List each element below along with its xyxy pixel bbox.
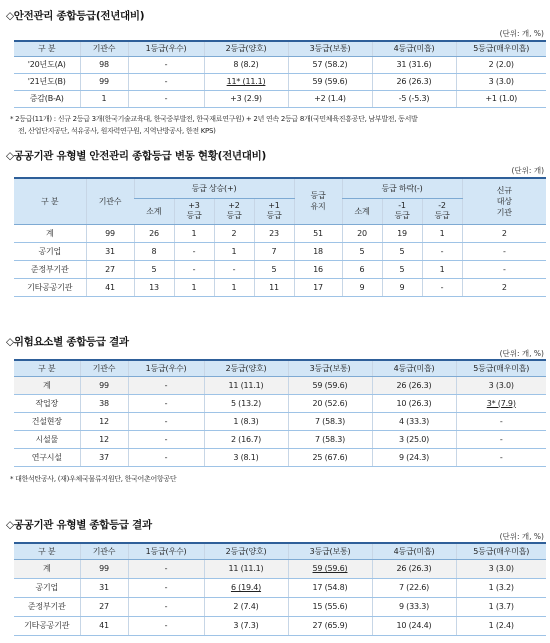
cell: 2 xyxy=(462,278,546,296)
col-header: 3등급(보통) xyxy=(288,543,372,559)
cell: 3 (7.3) xyxy=(204,616,288,635)
cell: '21년도(B) xyxy=(14,73,80,90)
footnote-line-1: * 2등급(11개) : 신규 2등급 3개(한국기술교육대, 한국중부발전, 한국재료연구원) + 2년 연속 2등급 8개(국민체육진흥공단, 남부발전, 동서발 xyxy=(10,115,418,123)
cell: '20년도(A) xyxy=(14,56,80,73)
cell: 3 (8.1) xyxy=(204,448,288,466)
cell: 41 xyxy=(80,616,128,635)
cell: 59 (59.6) xyxy=(288,376,372,394)
cell: 1 xyxy=(174,278,214,296)
cell: 26 (26.3) xyxy=(372,559,456,578)
cell: 공기업 xyxy=(14,578,80,597)
cell: 1 xyxy=(214,278,254,296)
cell: 9 xyxy=(382,278,422,296)
cell: 11 (11.1) xyxy=(204,376,288,394)
col-header: 4등급(미흡) xyxy=(372,41,456,56)
col-header: 5등급(매우미흡) xyxy=(456,360,546,376)
cell: 12 xyxy=(80,412,128,430)
cell: - xyxy=(128,73,204,90)
table-row-total xyxy=(14,559,546,578)
table-header-row xyxy=(14,178,546,198)
cell: - xyxy=(462,242,546,260)
cell: 10 (26.3) xyxy=(372,394,456,412)
cell: 17 xyxy=(294,278,342,296)
cell: 9 (24.3) xyxy=(372,448,456,466)
cell: 26 (26.3) xyxy=(372,73,456,90)
cell: 31 xyxy=(86,242,134,260)
cell: 12 xyxy=(80,430,128,448)
cell: 20 xyxy=(342,224,382,242)
cell: - xyxy=(128,578,204,597)
col-header: 기관수 xyxy=(86,178,134,224)
cell: 59 (59.6) xyxy=(288,559,372,578)
table-row xyxy=(14,616,546,635)
col-header: 4등급(미흡) xyxy=(372,543,456,559)
cell: 준정부기관 xyxy=(14,260,86,278)
cell: - xyxy=(128,90,204,107)
unit-label: (단위: 개, %) xyxy=(499,349,544,358)
cell: 작업장 xyxy=(14,394,80,412)
cell: 3 (3.0) xyxy=(456,559,546,578)
col-header: 구 분 xyxy=(14,543,80,559)
cell: - xyxy=(456,412,546,430)
section-title: ◇안전관리 종합등급(전년대비) xyxy=(6,10,145,22)
cell: 1 (3.7) xyxy=(456,597,546,616)
cell: 98 xyxy=(80,56,128,73)
cell: 5 (13.2) xyxy=(204,394,288,412)
unit-label: (단위: 개, %) xyxy=(499,532,544,541)
col-header: 신규 대상 기관 xyxy=(462,178,546,224)
table-header-row xyxy=(14,41,546,56)
table-row xyxy=(14,394,546,412)
table-header-row xyxy=(14,360,546,376)
col-header: 3등급(보통) xyxy=(288,41,372,56)
cell: +3 (2.9) xyxy=(204,90,288,107)
cell: - xyxy=(174,260,214,278)
cell: 11 (11.1) xyxy=(204,559,288,578)
col-header: 1등급(우수) xyxy=(128,41,204,56)
cell: 1 (3.2) xyxy=(456,578,546,597)
table-row xyxy=(14,448,546,466)
cell: 7 (22.6) xyxy=(372,578,456,597)
cell: -5 (-5.3) xyxy=(372,90,456,107)
cell: 기타공공기관 xyxy=(14,278,86,296)
table-row xyxy=(14,430,546,448)
cell: 99 xyxy=(86,224,134,242)
risk-factor-table xyxy=(14,359,546,467)
cell: 5 xyxy=(134,260,174,278)
cell: 3 (25.0) xyxy=(372,430,456,448)
col-header: 기관수 xyxy=(80,41,128,56)
cell: 99 xyxy=(80,559,128,578)
cell: 27 xyxy=(86,260,134,278)
col-header: 소계 xyxy=(342,198,382,224)
cell: 건설현장 xyxy=(14,412,80,430)
cell: 2 xyxy=(214,224,254,242)
cell: 3 (3.0) xyxy=(456,73,546,90)
cell: 1 xyxy=(422,224,462,242)
table-row xyxy=(14,73,546,90)
col-header: 구 분 xyxy=(14,360,80,376)
table-row xyxy=(14,412,546,430)
col-header: +1 등급 xyxy=(254,198,294,224)
cell: 준정부기관 xyxy=(14,597,80,616)
cell: 37 xyxy=(80,448,128,466)
cell: - xyxy=(128,56,204,73)
cell: 2 (7.4) xyxy=(204,597,288,616)
cell: 10 (24.4) xyxy=(372,616,456,635)
cell: 시설물 xyxy=(14,430,80,448)
cell: - xyxy=(214,260,254,278)
section-title: ◇위험요소별 종합등급 결과 xyxy=(6,336,129,348)
org-type-table xyxy=(14,542,546,636)
table-row xyxy=(14,224,546,242)
table-row xyxy=(14,90,546,107)
cell: - xyxy=(128,597,204,616)
cell: 1 xyxy=(214,242,254,260)
table-row xyxy=(14,278,546,296)
col-header: 기관수 xyxy=(80,360,128,376)
col-header: 소계 xyxy=(134,198,174,224)
cell: 연구시설 xyxy=(14,448,80,466)
cell: 2 (2.0) xyxy=(456,56,546,73)
table-row xyxy=(14,578,546,597)
col-header: 3등급(보통) xyxy=(288,360,372,376)
footnote-line-2: 전, 산업단지공단, 석유공사, 원자력연구원, 지역난방공사, 한전 KPS) xyxy=(18,127,216,135)
table-row xyxy=(14,56,546,73)
col-header-group: 등급 상승(+) xyxy=(134,178,294,198)
cell: - xyxy=(462,260,546,278)
table-row xyxy=(14,260,546,278)
cell: 20 (52.6) xyxy=(288,394,372,412)
cell: 27 xyxy=(80,597,128,616)
cell: - xyxy=(422,242,462,260)
cell: 26 xyxy=(134,224,174,242)
cell: - xyxy=(128,430,204,448)
cell: 공기업 xyxy=(14,242,86,260)
cell: 13 xyxy=(134,278,174,296)
cell: 26 (26.3) xyxy=(372,376,456,394)
col-header: +3 등급 xyxy=(174,198,214,224)
cell: 기타공공기관 xyxy=(14,616,80,635)
table-row xyxy=(14,242,546,260)
cell: 계 xyxy=(14,376,80,394)
cell: 51 xyxy=(294,224,342,242)
cell: 계 xyxy=(14,559,80,578)
table-row xyxy=(14,597,546,616)
cell: 18 xyxy=(294,242,342,260)
cell: 1 xyxy=(422,260,462,278)
cell: 17 (54.8) xyxy=(288,578,372,597)
cell: 6 xyxy=(342,260,382,278)
col-header: 2등급(양호) xyxy=(204,543,288,559)
col-header: 5등급(매우미흡) xyxy=(456,543,546,559)
col-header: 구 분 xyxy=(14,41,80,56)
cell: - xyxy=(422,278,462,296)
col-header: -1 등급 xyxy=(382,198,422,224)
unit-label: (단위: 개) xyxy=(511,166,544,175)
cell: 1 (8.3) xyxy=(204,412,288,430)
col-header: 1등급(우수) xyxy=(128,543,204,559)
col-header: 4등급(미흡) xyxy=(372,360,456,376)
cell: 7 (58.3) xyxy=(288,412,372,430)
cell: 2 (16.7) xyxy=(204,430,288,448)
cell: 16 xyxy=(294,260,342,278)
unit-label: (단위: 개, %) xyxy=(499,29,544,38)
cell: 19 xyxy=(382,224,422,242)
cell: 1 xyxy=(80,90,128,107)
cell: - xyxy=(456,448,546,466)
cell: 25 (67.6) xyxy=(288,448,372,466)
cell: 증감(B-A) xyxy=(14,90,80,107)
cell: 7 xyxy=(254,242,294,260)
grade-yoy-table xyxy=(14,40,546,108)
cell: 23 xyxy=(254,224,294,242)
cell: 11 xyxy=(254,278,294,296)
footnote: * 대한석탄공사, (재)우체국물류지원단, 한국어촌어항공단 xyxy=(10,475,177,483)
col-header: 구 분 xyxy=(14,178,86,224)
table-header-row xyxy=(14,543,546,559)
cell: 3* (7.9) xyxy=(456,394,546,412)
cell: 15 (55.6) xyxy=(288,597,372,616)
col-header: 5등급(매우미흡) xyxy=(456,41,546,56)
cell: 5 xyxy=(382,242,422,260)
cell: 5 xyxy=(254,260,294,278)
cell: - xyxy=(456,430,546,448)
cell: 7 (58.3) xyxy=(288,430,372,448)
cell: 57 (58.2) xyxy=(288,56,372,73)
cell: 41 xyxy=(86,278,134,296)
cell: 99 xyxy=(80,376,128,394)
table-row-total xyxy=(14,376,546,394)
col-header: 2등급(양호) xyxy=(204,41,288,56)
cell: 4 (33.3) xyxy=(372,412,456,430)
cell: 31 xyxy=(80,578,128,597)
cell: 3 (3.0) xyxy=(456,376,546,394)
cell: - xyxy=(128,376,204,394)
col-header: 기관수 xyxy=(80,543,128,559)
col-header: 등급 유지 xyxy=(294,178,342,224)
col-header: -2 등급 xyxy=(422,198,462,224)
cell: +1 (1.0) xyxy=(456,90,546,107)
cell: 9 xyxy=(342,278,382,296)
cell: - xyxy=(128,394,204,412)
cell: - xyxy=(128,448,204,466)
cell: 38 xyxy=(80,394,128,412)
cell: 9 (33.3) xyxy=(372,597,456,616)
cell: - xyxy=(174,242,214,260)
cell: - xyxy=(128,412,204,430)
cell: - xyxy=(128,616,204,635)
cell: 5 xyxy=(382,260,422,278)
cell: 31 (31.6) xyxy=(372,56,456,73)
cell: 59 (59.6) xyxy=(288,73,372,90)
cell: 8 (8.2) xyxy=(204,56,288,73)
section-title: ◇공공기관 유형별 종합등급 결과 xyxy=(6,519,152,531)
col-header: +2 등급 xyxy=(214,198,254,224)
col-header: 2등급(양호) xyxy=(204,360,288,376)
col-header: 1등급(우수) xyxy=(128,360,204,376)
cell: 11* (11.1) xyxy=(204,73,288,90)
cell: 1 xyxy=(174,224,214,242)
cell: 5 xyxy=(342,242,382,260)
cell: 8 xyxy=(134,242,174,260)
col-header-group: 등급 하락(-) xyxy=(342,178,462,198)
section-title: ◇공공기관 유형별 안전관리 종합등급 변동 현황(전년대비) xyxy=(6,150,266,162)
cell: 27 (65.9) xyxy=(288,616,372,635)
cell: 99 xyxy=(80,73,128,90)
cell: 2 xyxy=(462,224,546,242)
cell: - xyxy=(128,559,204,578)
cell: 1 (2.4) xyxy=(456,616,546,635)
cell: 6 (19.4) xyxy=(204,578,288,597)
cell: 계 xyxy=(14,224,86,242)
grade-change-table xyxy=(14,177,546,297)
cell: +2 (1.4) xyxy=(288,90,372,107)
